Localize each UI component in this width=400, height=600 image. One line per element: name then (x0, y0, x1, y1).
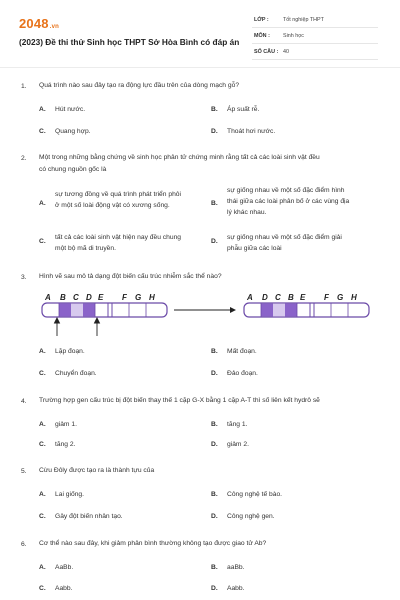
option-letter: C. (39, 238, 46, 245)
option-letter: A. (39, 200, 46, 207)
option-a[interactable]: AaBb. (55, 564, 74, 571)
option-letter: C. (39, 441, 46, 448)
gene-label: B (288, 293, 294, 302)
option-letter: B. (211, 421, 218, 428)
option-letter: A. (39, 421, 46, 428)
gene-label: A (247, 293, 253, 302)
logo-suffix: .vn (49, 24, 60, 30)
labels-before (44, 293, 155, 302)
option-b[interactable]: tăng 1. (227, 421, 248, 428)
page-title: (2023) Đề thi thử Sinh học THPT Sở Hòa Bình có đáp án (19, 37, 240, 47)
option-letter: B. (211, 564, 218, 571)
option-letter: B. (211, 200, 218, 207)
option-a[interactable]: Hút nước. (55, 106, 86, 113)
chromosome-segment-b (59, 304, 71, 317)
option-c[interactable]: tăng 2. (55, 441, 76, 448)
gene-label: D (86, 293, 92, 302)
option-c[interactable]: Chuyển đoạn. (55, 370, 97, 377)
meta-label: SỐ CÂU : (254, 49, 279, 55)
question-4 (0, 395, 400, 455)
question-number: 2. (21, 155, 27, 162)
gene-label: H (351, 293, 357, 302)
option-b[interactable]: Áp suất rễ. (227, 106, 260, 113)
option-letter: C. (39, 585, 46, 592)
option-a[interactable]: Lai giống. (55, 491, 85, 498)
option-line: thái giữa các loài phân bố ở các vùng địa (227, 198, 350, 205)
option-c[interactable]: Gây đột biến nhân tạo. (55, 513, 123, 520)
chromosome-segment-c (273, 304, 285, 317)
question-text: Hình vẽ sau mô tả dạng đột biến cấu trúc nhiễm sắc thể nào? (39, 273, 222, 280)
break-arrow-right-head (95, 318, 100, 323)
option-line: lý khác nhau. (227, 209, 267, 216)
gene-label: E (300, 293, 306, 302)
chromosome-segment-b (285, 304, 297, 317)
gene-label: A (45, 293, 51, 302)
meta-value: 40 (283, 49, 289, 55)
question-6 (0, 538, 400, 598)
question-1 (0, 80, 400, 140)
meta-label: MÔN : (254, 33, 270, 39)
option-letter: D. (211, 441, 218, 448)
gene-label: C (275, 293, 281, 302)
break-arrow-left-head (55, 318, 60, 323)
option-b[interactable]: aaBb. (227, 564, 245, 571)
question-number: 1. (21, 83, 27, 90)
option-a[interactable] (55, 189, 215, 211)
option-a[interactable]: Lặp đoạn. (55, 348, 85, 355)
transition-arrow-head (230, 307, 236, 313)
option-line: sự giống nhau về một số đặc điểm hình (227, 187, 345, 194)
chromosome-segment-c (71, 304, 83, 317)
option-b[interactable]: Mất đoạn. (227, 348, 257, 355)
option-line: sự tương đồng về quá trình phát triển phôi (55, 191, 181, 198)
option-line: phẫu giữa các loài (227, 245, 282, 252)
question-text: Trường hợp gen cấu trúc bị đột biến thay thế 1 cặp G-X bằng 1 cặp A-T thì số liên kết hydrô sẽ (39, 397, 320, 404)
meta-row-class (252, 14, 378, 28)
chromosome-after (244, 303, 369, 317)
option-line: sự giống nhau về một số đặc điểm giải (227, 234, 342, 241)
question-text: Quá trình nào sau đây tạo ra động lực đầu trên của dòng mạch gỗ? (39, 82, 240, 89)
transition-arrow (174, 307, 236, 313)
gene-label: C (73, 293, 79, 302)
option-d[interactable]: Thoát hơi nước. (227, 128, 276, 135)
question-number: 6. (21, 541, 27, 548)
option-b[interactable]: Công nghệ tế bào. (227, 491, 283, 498)
option-letter: D. (211, 238, 218, 245)
question-number: 3. (21, 274, 27, 281)
option-letter: A. (39, 564, 46, 571)
header-divider (0, 67, 400, 68)
question-text-line: có chung nguồn gốc là (39, 166, 107, 173)
gene-label: G (135, 293, 142, 302)
option-line: ở một số loài động vật có xương sống. (55, 202, 170, 209)
question-number: 4. (21, 398, 27, 405)
page-header (0, 0, 400, 66)
meta-value: Sinh học (283, 33, 304, 39)
gene-label: F (122, 293, 127, 302)
option-letter: B. (211, 348, 218, 355)
logo-text: 2048 (19, 16, 49, 31)
option-letter: A. (39, 348, 46, 355)
gene-label: E (98, 293, 104, 302)
question-3-options (0, 340, 400, 380)
option-letter: C. (39, 128, 46, 135)
site-logo[interactable] (19, 16, 59, 31)
gene-label: B (60, 293, 66, 302)
option-d[interactable]: Công nghệ gen. (227, 513, 275, 520)
gene-label: F (324, 293, 329, 302)
option-letter: C. (39, 370, 46, 377)
break-point-arrows (55, 318, 100, 336)
option-d[interactable]: giảm 2. (227, 441, 249, 448)
option-b[interactable] (227, 185, 377, 218)
gene-label: H (149, 293, 155, 302)
option-letter: D. (211, 370, 218, 377)
option-a[interactable]: giảm 1. (55, 421, 77, 428)
gene-label: G (337, 293, 344, 302)
option-line: tất cả các loài sinh vật hiện nay đều chung (55, 234, 182, 241)
option-c[interactable]: Quang hợp. (55, 128, 91, 135)
labels-after (246, 293, 357, 302)
exam-meta (252, 14, 378, 62)
option-letter: B. (211, 491, 218, 498)
option-d[interactable]: Aabb. (227, 585, 245, 592)
option-line: một bộ mã di truyền. (55, 245, 116, 252)
option-d[interactable] (227, 232, 377, 254)
meta-value: Tốt nghiệp THPT (283, 17, 324, 23)
option-letter: D. (211, 513, 218, 520)
option-d[interactable]: Đảo đoạn. (227, 370, 258, 377)
question-text-line: Một trong những bằng chứng về sinh học phân tử chứng minh rằng tất cả các loài sinh vật đều (39, 154, 320, 161)
option-letter: C. (39, 513, 46, 520)
chromosome-segment-d (83, 304, 95, 317)
meta-label: LỚP : (254, 17, 269, 23)
question-text (39, 152, 377, 176)
gene-label: D (262, 293, 268, 302)
option-c[interactable] (55, 232, 215, 254)
option-letter: A. (39, 106, 46, 113)
question-number: 5. (21, 468, 27, 475)
meta-row-count (252, 46, 378, 60)
question-text: Cơ thể nào sau đây, khi giảm phân bình thường không tạo được giao tử Ab? (39, 540, 267, 547)
chromosome-before (42, 303, 167, 317)
option-letter: A. (39, 491, 46, 498)
question-text: Cừu Đôly được tạo ra là thành tựu của (39, 467, 155, 474)
meta-row-subject (252, 30, 378, 44)
option-c[interactable]: Aabb. (55, 585, 73, 592)
option-letter: D. (211, 128, 218, 135)
option-letter: D. (211, 585, 218, 592)
question-5 (0, 465, 400, 525)
chromosome-segment-d (261, 304, 273, 317)
question-2 (0, 152, 400, 262)
option-letter: B. (211, 106, 218, 113)
